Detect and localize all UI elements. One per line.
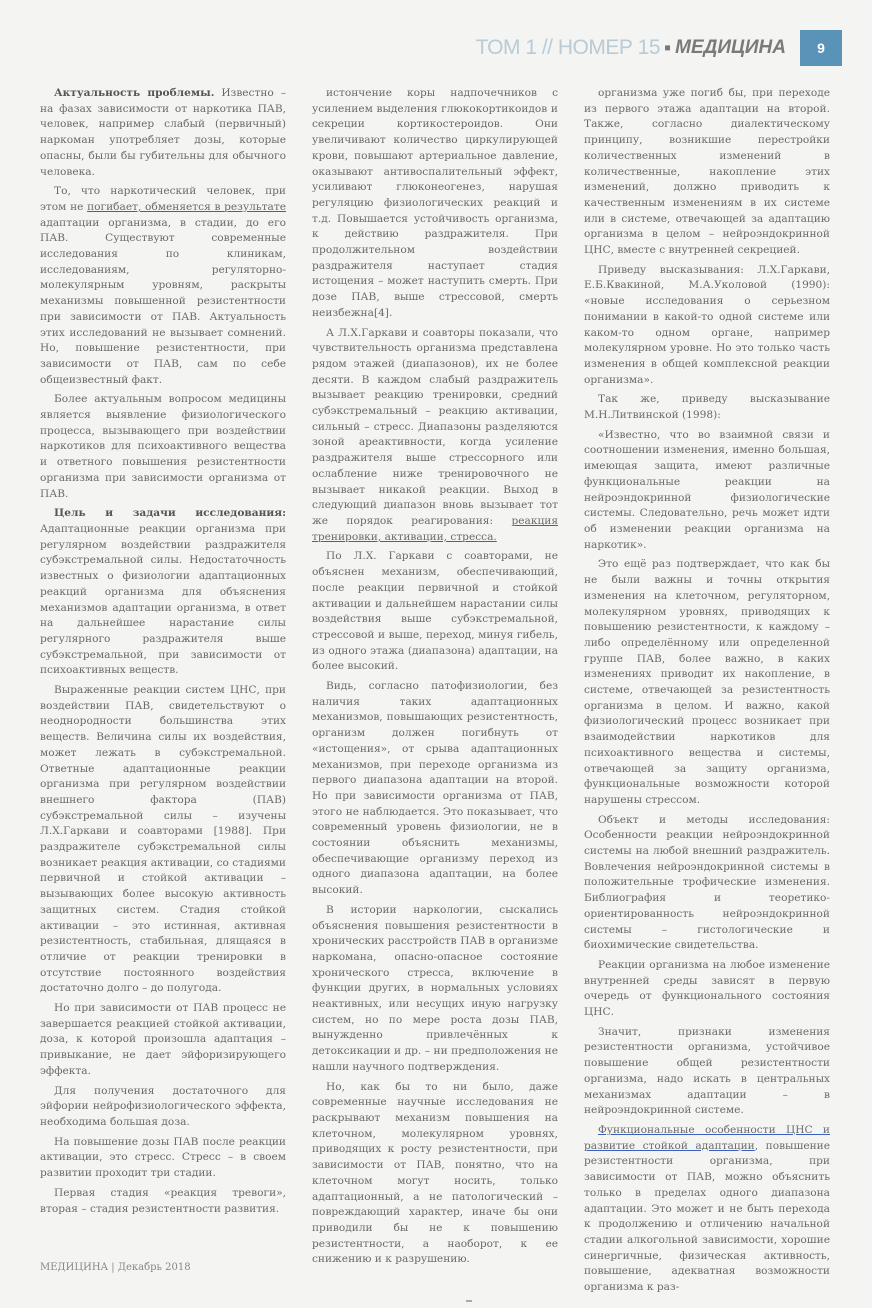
- header-separator: ▪: [664, 36, 672, 59]
- paragraph-text: Первая стадия «реакция тревоги», вторая – стадия резистентности развития.: [40, 1186, 286, 1215]
- paragraph-text: Реакции организма на любое изменение внутренней среды зависят в первую очередь от функционального состояния ЦНС.: [584, 958, 830, 1019]
- paragraph-text: Объект и методы исследования: Особенности реакции нейроэндокринной системы на любой внешний раздражитель. Вовлечения нейроэндокринной системы в положительные трофические изменения. Библиография и теоретико-ориентированность нейроэндокринной системы – гистологические и биохимические свидетельства.: [584, 813, 830, 952]
- text-column-2: [312, 86, 558, 1272]
- paragraph: [584, 1025, 830, 1119]
- paragraph-text: истончение коры надпочечников с усилением выделения глюкокортикоидов и секреции кортикостероидов. Они увеличивают количество циркулирующей крови, повышают артериальное давление, оказывают антивоспалительный эффект, усиливают глюконеогенез, нарушая регуляцию физиологических реакций и т.д. Повышается устойчивость организма, к действию раздражителя. При продолжительном воздействии раздражителя наступает стадия истощения – может наступить смерть. При дозе ПАВ, выше стрессовой, смерть неизбежна[4].: [312, 87, 558, 319]
- paragraph: [40, 683, 286, 997]
- paragraph-text: организма уже погиб бы, при переходе из первого этажа адаптации на второй. Также, согласно диалектическому принципу, возникшие перестройки количественных изменений в количественные, накопление этих изменений, должно приводить к качественным изменениям в их системе или в системе, отвечающей за адаптацию организма в целом – нейроэндокринной ЦНС, вместе с внутренней секрецией.: [584, 87, 830, 257]
- paragraph: [40, 1135, 286, 1182]
- underlined-phrase: реакция тренировки, активации, стресса.: [312, 514, 558, 543]
- paragraph: [312, 1080, 558, 1268]
- page-header: [476, 28, 842, 68]
- page-number-badge: 9: [800, 30, 842, 66]
- paragraph: [40, 1084, 286, 1131]
- paragraph-text: Для получения достаточного для эйфории нейрофизиологического эффекта, необходима большая доза.: [40, 1084, 286, 1128]
- paragraph-text: Но, как бы то ни было, даже современные научные исследования не раскрывают механизм повышения на клеточном, молекулярном уровнях, приводящих к росту резистентности, при зависимости от ПАВ, понятно, что на клеточном могут носить, только адаптационный, а не патологический – повреждающий характер, иначе бы они приводили бы не к повышению резистентности, а наоборот, к ее снижению и к разрушению.: [312, 1080, 558, 1266]
- journal-volume-issue: ТОМ 1 // НОМЕР 15: [475, 36, 661, 59]
- footer-mark: [466, 1300, 472, 1302]
- paragraph-text: Это ещё раз подтверждает, что как бы не были важны и точны открытия изменения на клеточном, регуляторном, молекулярном уровнях, приводящих к повышению резистентности, к каждому – либо определённому или определенной группе ПАВ, более важно, в каких изменениях приводит их накопление, в системе, отвечающей за резистентность организма в целом. И важно, какой физиологический процесс возникает при взаимодействии наркотиков для психоактивного вещества и системы, отвечающей за защиту организма, функциональные возможности которой нарушены стрессом.: [584, 558, 830, 806]
- paragraph-text: Но при зависимости от ПАВ процесс не завершается реакцией стойкой активации, доза, к которой произошла адаптация – привыкание, не дает эйфоризирующего эффекта.: [40, 1002, 286, 1077]
- paragraph: [584, 86, 830, 259]
- paragraph-lead: Цель и задачи исследования:: [54, 507, 286, 520]
- paragraph: [584, 392, 830, 423]
- paragraph: [312, 903, 558, 1076]
- underlined-phrase: погибает, обменяется в результате: [87, 200, 286, 213]
- paragraph-text: На повышение дозы ПАВ после реакции активации, это стресс. Стресс – в своем развитии проходит три стадии.: [40, 1135, 286, 1180]
- paragraph: [40, 392, 286, 502]
- paragraph: [312, 86, 558, 322]
- paragraph-text: Выраженные реакции систем ЦНС, при воздействии ПАВ, свидетельствуют о неоднородности большинства этих веществ. Величина силы их воздействия, может лежать в субэкстремальной. Ответные адаптационные реакции организма при регулярном воздействии внешнего фактора (ПАВ) субэкстремальной силы – изучены Л.Х.Гаркави и соавторами [1988]. При раздражителе субэкстремальной силы возникает реакция активации, со стадиями первичной и стойкой активации – вызывающих более высокую активность защитных систем. Стадия стойкой активации – это истинная, активная резистентность, стабильная, длящаяся в отличие от реакции тренировки в отсутствие постоянного воздействия достаточно долго – до полугода.: [40, 684, 286, 995]
- paragraph-text: Видь, согласно патофизиологии, без наличия таких адаптационных механизмов, повышающих резистентность, организм должен погибнуть от «истощения», от срыва адаптационных механизмов, при переходе организма из первого диапазона адаптации на второй. Но при зависимости организма от ПАВ, этого не наблюдается. Это показывает, что современный уровень физиологии, не в состоянии объяснить механизмы, обеспечивающие организму переход из одного диапазона адаптации, на более высокий.: [312, 680, 558, 897]
- paragraph-text: То, что наркотический человек, при этом не погибает, обменяется в результате адаптации организма, в стадии, до его ПАВ. Существуют современные исследования по клиникам, исследованиям, регуляторно-молекулярным уровням, раскрыты механизмы повышенной резистентности при зависимости от ПАВ. Актуальность этих исследований не вызывает сомнений. Но, повышение резистентности, при зависимости от ПАВ, сам по себе общеизвестный факт.: [40, 185, 286, 386]
- paragraph: [312, 326, 558, 546]
- paragraph-text: Значит, признаки изменения резистентности организма, устойчивое повышение общей резистентности организма, надо искать в центральных механизмах адаптации – в нейроэндокринной системе.: [584, 1025, 830, 1117]
- paragraph: [40, 184, 286, 388]
- footer-note: МЕДИЦИНА | Декабрь 2018: [40, 1262, 191, 1273]
- paragraph-text: Функциональные особенности ЦНС и развитие стойкой адаптации, повышение резистентности организма, при зависимости от ПАВ, можно объяснить только в пределах одного диапазона адаптации. Это может и не быть перехода к продолжению и отличению начальной стадии алкогольной зависимости, хорошие синергичные, физическая активность, повышение, адекватная возможности организма к раз-: [584, 1124, 830, 1294]
- paragraph: [40, 86, 286, 180]
- paragraph: [40, 1001, 286, 1080]
- paragraph: [584, 813, 830, 954]
- paragraph-text: А Л.Х.Гаркави и соавторы показали, что чувствительность организма представлена рядом этажей (диапазонов), их не более десяти. В каждом слабый раздражитель вызывает реакцию тренировки, средний субэкстремальный – реакцию активации, сильный – стресс. Диапазоны разделяются зоной ареактивности, когда усиление раздражителя выше стрессорного или ослабление ниже тренировочного не вызывает никакой реакции. Выход в следующий диапазон вновь вызывает тот же порядок реагирования: реакция тренировки, активации, стресса.: [312, 326, 558, 543]
- paragraph: [40, 506, 286, 679]
- text-column-1: [40, 86, 286, 1221]
- section-title: МЕДИЦИНА: [675, 37, 786, 58]
- paragraph: [40, 1186, 286, 1217]
- paragraph-text: Известно – на фазах зависимости от наркотика ПАВ, человек, например слабый (первичный) наркоман употребляет дозы, которые опасны, были бы губительны для обычного человека.: [40, 87, 286, 178]
- paragraph: [584, 263, 830, 389]
- paragraph-text: Так же, приведу высказывание М.Н.Литвинской (1998):: [584, 393, 830, 422]
- paragraph-text: Адаптационные реакции организма при регулярном воздействии раздражителя субэкстремальной силы. Недостаточность известных о физиологии адаптационных реакций организма для объяснения механизмов адаптации организма, в ответ на дальнейшее нарастание силы регулярного раздражителя выше субэкстремальной, при зависимости от психоактивных веществ.: [40, 522, 286, 677]
- paragraph-text: Более актуальным вопросом медицины является выявление физиологического процесса, вызывающего при воздействии наркотиков для психоактивного вещества и ответного повышения резистентности организма при зависимости организма от ПАВ.: [40, 393, 286, 500]
- underlined-phrase: Функциональные особенности ЦНС и развитие стойкой адаптации: [584, 1124, 830, 1152]
- paragraph-text: «Известно, что во взаимной связи и соотношении изменения, именно большая, имеющая защита, имеют различные функциональные реакции на нейроэндокринной физиологические системы. Следовательно, речь может идти об изменении реакции организма на наркотик».: [584, 428, 830, 551]
- paragraph: [312, 549, 558, 675]
- paragraph: [584, 958, 830, 1021]
- paragraph: [312, 679, 558, 899]
- paragraph: [584, 1123, 830, 1296]
- paragraph-text: Приведу высказывания: Л.Х.Гаркави, Е.Б.Квакиной, М.А.Уколовой (1990): «новые исследования о серьезном понимании в какой-то одной системе или каком-то одном органе, например молекулярном уровне. Но это только часть изменения в общей комплексной реакции организма».: [584, 263, 830, 386]
- paragraph-text: По Л.Х. Гаркави с соавторами, не объяснен механизм, обеспечивающий, после реакции первичной и стойкой активации и дальнейшем нарастании силы воздействия выше субэкстремальной, стрессовой и выше, переход, минуя гибель, из одного этажа (диапазона) адаптации, на более высокий.: [312, 550, 558, 673]
- paragraph: [584, 428, 830, 554]
- text-column-3: [584, 86, 830, 1300]
- paragraph: [584, 557, 830, 808]
- paragraph-text: В истории наркологии, сыскались объяснения повышения резистентности в хронических расстройств ПАВ в организме наркомана, опасно-опасное состояние хронического стресса, включение в функции других, в нормальных условиях неактивных, или несущих иную нагрузку систем, но по мере роста дозы ПАВ, вынужденно привлечённых к детоксикации и др. – ни предположения не нашли научного подтверждения.: [312, 903, 558, 1073]
- paragraph-lead: Актуальность проблемы.: [54, 87, 215, 99]
